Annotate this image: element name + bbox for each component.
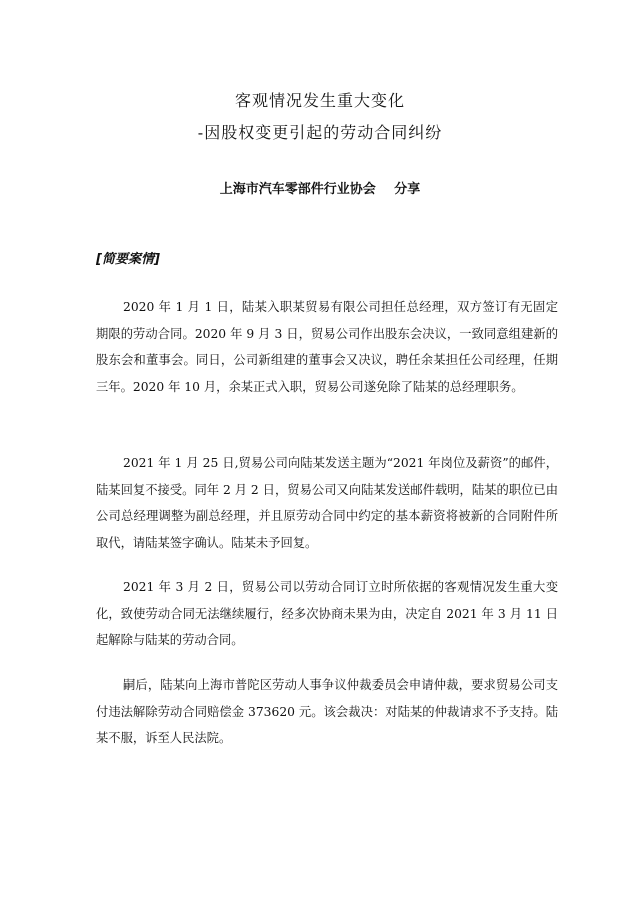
paragraph-1: 2020 年 1 月 1 日，陆某入职某贸易有限公司担任总经理，双方签订有无固定期限的劳动合同。2020 年 9 月 3 日，贸易公司作出股东会决议，一致同意组建新的股东会和董事会。同日，公司新组建的董事会又决议，聘任余某担任公司经理，任期三年。2020 年 10 月，余某正式入职，贸易公司遂免除了陆某的总经理职务。 xyxy=(96,300,558,394)
paragraph-2: 2021 年 1 月 25 日,贸易公司向陆某发送主题为“2021 年岗位及薪资”的邮件，陆某回复不接受。同年 2 月 2 日，贸易公司又向陆某发送邮件载明，陆某的职位已由公司总经理调整为副总经理，并且原劳动合同中约定的基本薪资将被新的合同附件所取代，请陆某签字确认。陆某未予回复。 xyxy=(96,456,558,550)
document-subtitle: -因股权变更引起的劳动合同纠纷 xyxy=(197,123,443,142)
section-heading: [简要案情] xyxy=(96,252,160,267)
paragraph-4: 嗣后，陆某向上海市普陀区劳动人事争议仲裁委员会申请仲裁，要求贸易公司支付违法解除劳动合同赔偿金 373620 元。该会裁决：对陆某的仲裁请求不予支持。陆某不服，诉至人民法院。 xyxy=(96,678,558,745)
paragraph-3: 2021 年 3 月 2 日，贸易公司以劳动合同订立时所依据的客观情况发生重大变化，致使劳动合同无法继续履行，经多次协商未果为由，决定自 2021 年 3 月 11 日起解除与陆某的劳动合同。 xyxy=(96,580,558,647)
document-title: 客观情况发生重大变化 xyxy=(234,91,405,110)
author-line: 上海市汽车零部件行业协会 分享 xyxy=(219,182,421,197)
